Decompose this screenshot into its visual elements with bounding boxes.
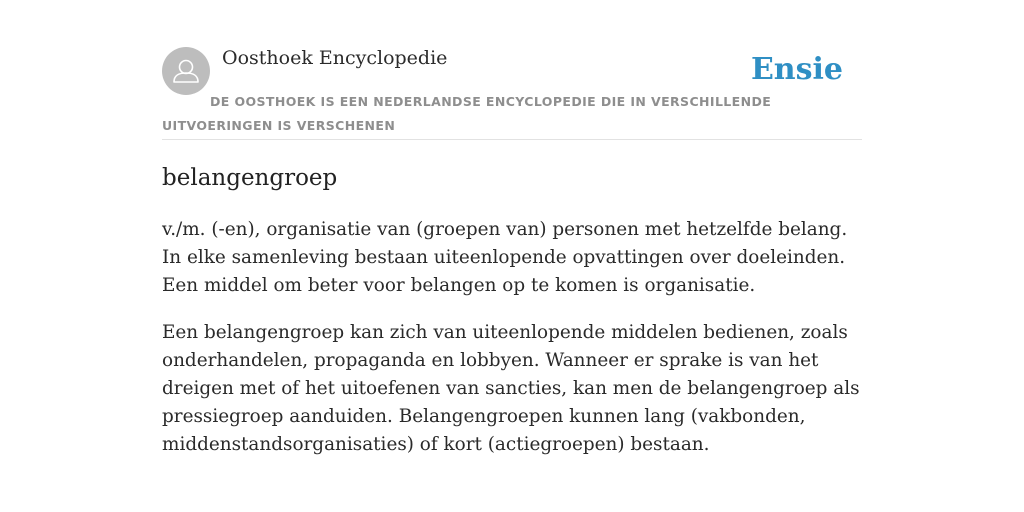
brand-logo[interactable]: Ensie	[750, 52, 843, 87]
definition-paragraph: Een belangengroep kan zich van uiteenlopende middelen bedienen, zoals onderhandelen, propaganda en lobbyen. Wanneer er sprake is van het dreigen met of het uitoefenen van sancties, kan men de belangengroep als pressiegroep aanduiden. Belangengroepen kunnen lang (vakbonden, middenstandsorganisaties) of kort (actiegroepen) bestaan.	[162, 322, 860, 455]
user-icon	[162, 47, 210, 95]
definition-paragraph: v./m. (-en), organisatie van (groepen van) personen met hetzelfde belang. In elke samenleving bestaan uiteenlopende opvattingen over doeleinden. Een middel om beter voor belangen op te komen is organisatie.	[162, 219, 848, 296]
source-description: DE OOSTHOEK IS EEN NEDERLANDSE ENCYCLOPEDIE DIE IN VERSCHILLENDE UITVOERINGEN IS VERSCHENEN	[162, 94, 772, 133]
source-header	[162, 46, 862, 140]
page-title: belangengroep	[162, 165, 338, 191]
avatar[interactable]	[162, 47, 210, 95]
source-title[interactable]: Oosthoek Encyclopedie	[222, 47, 448, 69]
